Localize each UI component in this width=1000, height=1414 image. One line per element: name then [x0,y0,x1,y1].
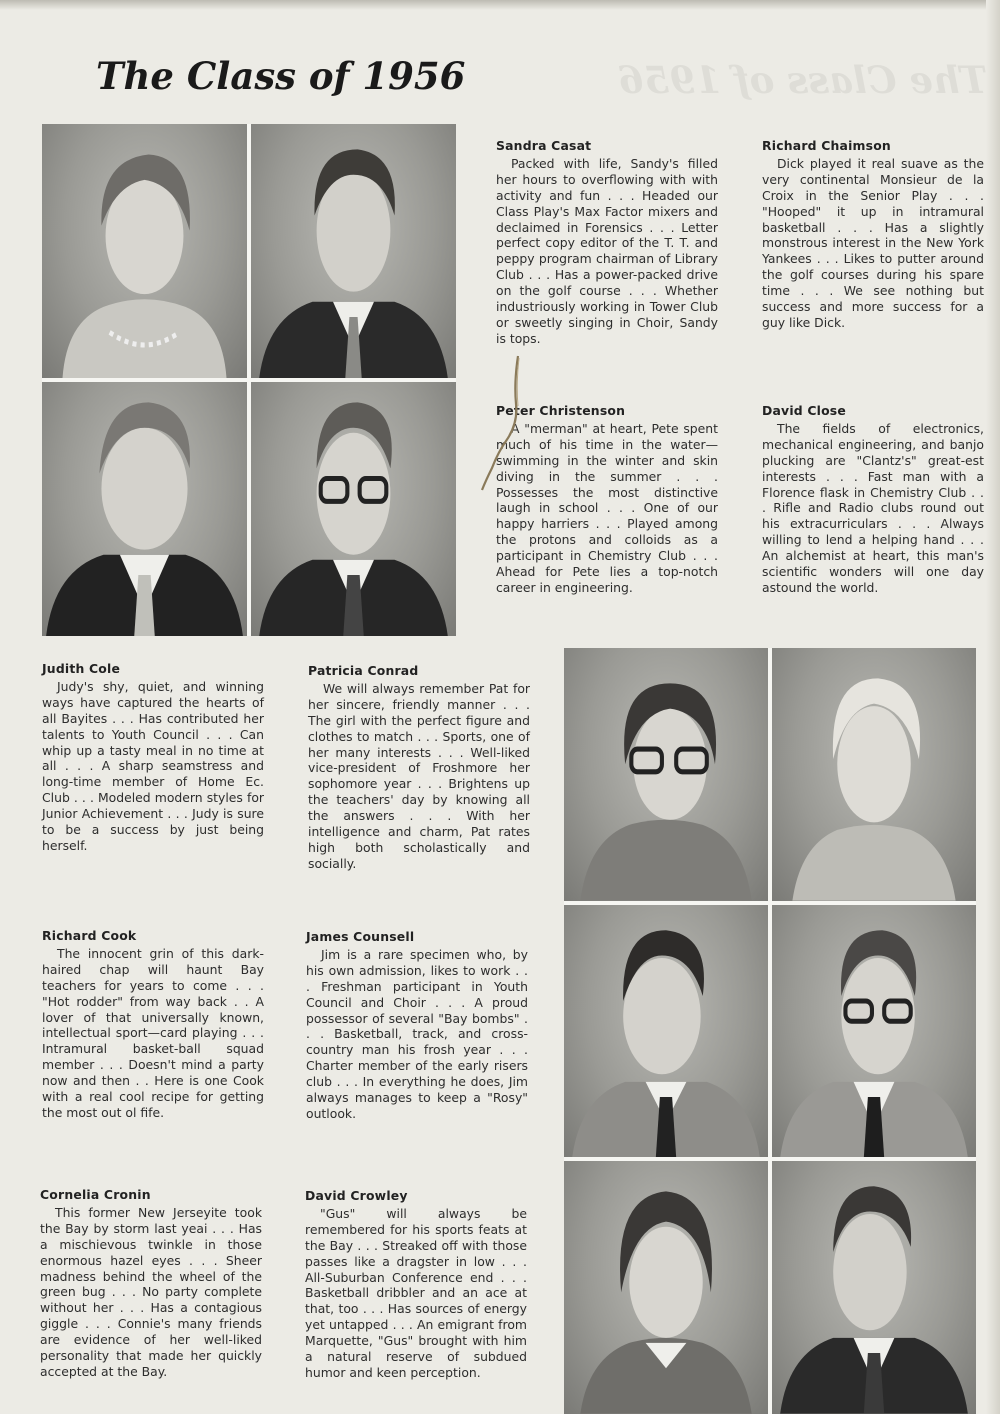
bio-james-counsell [306,929,528,1122]
portrait-david-crowley [772,1161,976,1414]
bleed-through-title: The Class of 1956 [618,58,988,102]
student-name: James Counsell [306,929,415,944]
student-bio: Jim is a rare specimen who, by his own admission, likes to work . . . Freshman participant in Youth Council and Choir . . . A proud possessor of several "Bay bombs" . . . Basketball, track, and cross-country man his frosh year . . . Charter member of the early risers club . . . In everything he does, Jim always manages to keep a "Rosy" outlook. [306,946,528,1121]
portrait-grid-bottom [564,648,976,1414]
portrait-grid-top [42,124,456,636]
student-name: Sandra Casat [496,138,592,153]
portrait-james-counsell [772,905,976,1158]
page-right-edge [986,0,1000,1414]
portrait-david-close [251,382,456,636]
portrait-richard-cook [564,905,768,1158]
student-bio: The fields of electronics, mechanical engineering, and banjo plucking are "Clantz's" great-est interests . . . Fast man with a Florence flask in Chemistry Club . . . Rifle and Radio clubs round out his extracurriculars . . . Always willing to lend a helping hand . . . An alchemist at heart, this man's scientific wonders will one day astound the world. [762,420,984,595]
student-name: Judith Cole [42,661,121,676]
portrait-patricia-conrad [772,648,976,901]
bio-cornelia-cronin [40,1187,262,1380]
bio-richard-cook [42,928,264,1121]
student-name: Richard Cook [42,928,137,943]
bio-peter-christenson [496,403,718,596]
bio-sandra-casat [496,138,718,347]
page-title: The Class of 1956 [96,54,466,98]
bio-david-crowley [305,1188,527,1381]
paper-crease [478,352,524,492]
student-name: David Close [762,403,846,418]
portrait-judith-cole [564,648,768,901]
student-name: Cornelia Cronin [40,1187,151,1202]
student-bio: We will always remember Pat for her sincere, friendly manner . . . The girl with the perfect figure and clothes to match . . . Sports, one of her many interests . . . Well-liked vice-president of Froshmore her sophomore year . . . Brightens up the teachers' day by knowing all the answers . . . With her intelligence and charm, Pat rates high both scholastically and socially. [308,680,530,871]
student-bio: This former New Jerseyite took the Bay by storm last yeai . . . Has a mischievous twinkle in those enormous hazel eyes . . . Sheer madness behind the wheel of the green bug . . . No party complete without her . . . Has a contagious giggle . . . Connie's many friends are evidence of her well-liked personality that made her quickly accepted at the Bay. [40,1204,262,1379]
student-name: Richard Chaimson [762,138,891,153]
student-bio: The innocent grin of this dark-haired chap will haunt Bay teachers for years to come . . . "Hot rodder" from way back . . A lover of that universally known, intellectual sport—card playing . . . Intramural basket-ball squad member . . . Doesn't mind a party now and then . . Here is one Cook with a real cool recipe for getting the most out ol fife. [42,945,264,1120]
bio-judith-cole [42,661,264,854]
student-name: Peter Christenson [496,403,626,418]
student-bio: A "merman" at heart, Pete spent much of his time in the water—swimming in the winter and skin diving in the summer . . . Possesses the most distinctive laugh in school . . . One of our happy harriers . . . Played among the protons and colloids as a participant in Chemistry Club . . . Ahead for Pete lies a top-notch career in engineering. [496,420,718,595]
bio-richard-chaimson [762,138,984,331]
portrait-sandra-casat [42,124,247,378]
portrait-cornelia-cronin [564,1161,768,1414]
student-name: Patricia Conrad [308,663,419,678]
bio-patricia-conrad [308,663,530,872]
bio-david-close [762,403,984,596]
student-bio: Packed with life, Sandy's filled her hours to overflowing with with activity and fun . . . Headed our Class Play's Max Factor mixers and declaimed in Forensics . . . Letter perfect copy editor of the T. T. and peppy program chairman of Library Club . . . Has a power-packed drive on the golf course . . . Whether industriously working in Tower Club or sweetly singing in Choir, Sandy is tops. [496,155,718,346]
page-top-edge [0,0,1000,10]
portrait-peter-christenson [42,382,247,636]
portrait-richard-chaimson [251,124,456,378]
student-bio: Dick played it real suave as the very continental Monsieur de la Croix in the Senior Play . . . "Hooped" it up in intramural basketball . . . Has a slightly monstrous interest in the New York Yankees . . . Likes to putter around the golf courses during his spare time . . . We see nothing but success and more success for a guy like Dick. [762,155,984,330]
student-bio: "Gus" will always be remembered for his sports feats at the Bay . . . Streaked off with those passes like a dragster in low . . . All-Suburban Conference end . . . Basketball dribbler and an ace at that, too . . . Has sources of energy yet untapped . . . An emigrant from Marquette, "Gus" brought with him a natural reserve of subdued humor and keen perception. [305,1205,527,1380]
student-name: David Crowley [305,1188,408,1203]
student-bio: Judy's shy, quiet, and winning ways have captured the hearts of all Bayites . . . Has contributed her talents to Youth Council . . . Can whip up a tasty meal in no time at all . . . A sharp seamstress and long-time member of Home Ec. Club . . . Modeled modern styles for Junior Achievement . . . Judy is sure to be a success by just being herself. [42,678,264,853]
